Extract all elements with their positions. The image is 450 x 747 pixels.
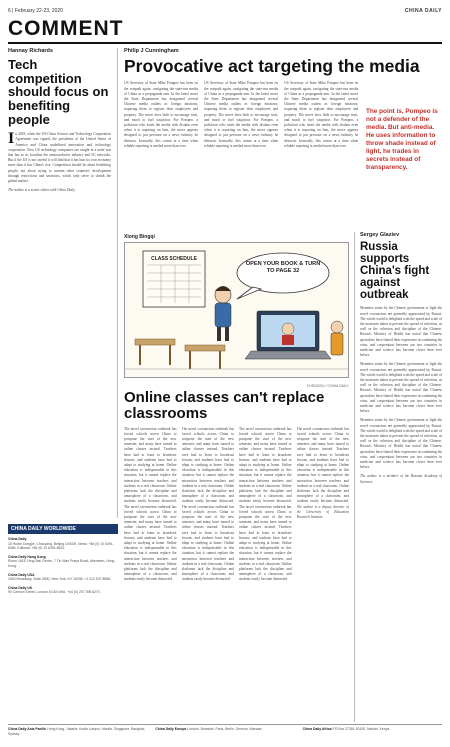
footer-title: CHINA DAILY WORLDWIDE bbox=[8, 524, 118, 534]
student-figure bbox=[331, 321, 343, 355]
online-article-body-cont: The novel coronavirus outbreak has forced schools across China to postpone the start of the new semester, and many have turned to online classes instead. Teachers have had to learn to broadcast lessons, and students have had to adapt to studying at home. Online education is indispensable in this situation, but it cannot replace the interaction between teachers and students in a real classroom. Online platforms lack the discipline and atmosphere of a classroom, and students easily become distracted. The novel coronavirus outbreak has forced schools across China to postpone the start of the new semester, and many have turned to online classes instead. Teachers have had to learn to broadcast lessons, and students have had to adapt to studying at home. Online education is indispensable in this situation, but it cannot replace the interaction between teachers and students in a real classroom. Online platforms lack the discipline and atmosphere of a classroom, and students easily become distracted. bbox=[181, 426, 234, 582]
right-article-body-cont-2: Members states by the Chinese government to fight the novel coronavirus are generally appreciated by Russia. The whole world is delighted with the speed and scale of the measures taken to prevent the spread of infection, as well as the cohesion and discipline of the Chinese. Russia's Ministry of Health has noted that Chinese specialists have shared their experience in combating the virus, and cooperation between our two countries in medicine and science has become closer than ever before. bbox=[360, 418, 442, 470]
teacher-figure bbox=[215, 286, 231, 341]
main-article-author: Philip J Cunningham bbox=[124, 48, 179, 54]
main-article bbox=[124, 48, 442, 230]
online-article-body: The novel coronavirus outbreak has forced schools across China to postpone the start of the new semester, and many have turned to online classes instead. Teachers have had to learn to broadcast lessons, and students have had to adapt to studying at home. Online education is indispensable in this situation, but it cannot replace the interaction between teachers and students in a real classroom. Online platforms lack the discipline and atmosphere of a classroom, and students easily become distracted. The novel coronavirus outbreak has forced schools across China to postpone the start of the new semester, and many have turned to online classes instead. Teachers have had to learn to broadcast lessons, and students have had to adapt to studying at home. Online education is indispensable in this situation, but it cannot replace the interaction between teachers and students in a real classroom. Online platforms lack the discipline and atmosphere of a classroom, and students easily become distracted. bbox=[124, 426, 177, 582]
footer-office-europe: China Daily Europe London, Brussels, Paris, Berlin, Geneva, Warsaw. bbox=[155, 727, 263, 731]
section-divider bbox=[8, 42, 442, 44]
right-article-body-cont: Members states by the Chinese government to fight the novel coronavirus are generally appreciated by Russia. The whole world is delighted with the speed and scale of the measures taken to prevent the spread of infection, as well as the cohesion and discipline of the Chinese. Russia's Ministry of Health has noted that Chinese specialists have shared their experience in combating the virus, and cooperation between our two countries in medicine and science has become closer than ever before. bbox=[360, 362, 442, 414]
paper-name: CHINA DAILY bbox=[404, 8, 442, 14]
left-article-footnote: The author is a senior editor with China Daily. bbox=[8, 188, 76, 193]
cartoon-illustration bbox=[124, 242, 349, 378]
page-info: 6 | February 22-23, 2020 bbox=[8, 8, 63, 14]
main-article-headline: Provocative act targeting the media bbox=[124, 56, 420, 76]
footer-office-hongkong: China Daily Hong Kong Room 1818, Hing Wai Centre, 7 Tin Wan Praya Road, Aberdeen, Hong Kong. bbox=[8, 554, 115, 568]
pull-quote: The point is, Pompeo is not a defender of the media. But anti-media. He uses information to throw shade instead of light, he trades in secrets instead of transparency. bbox=[364, 106, 442, 174]
top-bar bbox=[8, 6, 442, 16]
main-article-body: US Secretary of State Mike Pompeo has been on the warpath again, castigating the state-run media of China as a propaganda arm. In the latest move the State Department has designated several Chinese media outlets as foreign missions, requiring them to register their employees and property. The move does little to encourage trust, and much to fuel suspicion. For Pompeo, a politician who treats the media with disdain even when it is reporting on him, the move appears designed to put pressure on a news industry he distrusts. Ironically, this comes at a time when reliable reporting is needed more than ever. bbox=[124, 81, 199, 148]
cartoon bbox=[124, 234, 349, 388]
desk-1 bbox=[135, 339, 175, 345]
cartoon-credit: Xiong Bingqi bbox=[124, 234, 155, 240]
footer-bottom-strip bbox=[8, 724, 442, 744]
right-article-author: Sergey Glaziev bbox=[360, 232, 400, 238]
online-article bbox=[124, 390, 349, 720]
right-article-footnote: The author is a member of the Russian Academy of Sciences. bbox=[360, 474, 442, 484]
footer-office-uk: China Daily UK 90 Cannon Street, London EC4N 6HA. +44 (0) 207 398 8270. bbox=[8, 585, 101, 595]
footer-office-usa: China Daily USA 1500 Broadway, Suite 2800, New York, NY 10036. +1 212 537 8888. bbox=[8, 572, 111, 582]
left-article bbox=[8, 48, 118, 518]
online-article-columns bbox=[124, 427, 349, 721]
footer-office-africa: China Daily Africa PO Box 27281-00100, Nairobi, Kenya. bbox=[302, 727, 391, 731]
left-article-body: In 2018, when the US-China Science and Technology Cooperation Agreement was signed, the presidents of the United States of America and China underlined innovation and technology cooperation. Now US technology companies are caught in a trade war that has as its frontline the semiconductor industry and 5G networks. But if the US is not careful it will find that it has hurt its own economy more than it has China's rise. Competition should be about benefiting people, not about trying to contain other countries' development through restrictions and sanctions, which only serve to shrink the global market. bbox=[8, 130, 111, 184]
footer-office-asia: China Daily Asia Pacific Hong Kong, Jakarta, Kuala Lumpur, Manila, Singapore, Bangkok, Sydney. bbox=[8, 727, 146, 736]
schedule-title: CLASS SCHEDULE bbox=[151, 256, 197, 262]
speech-text: OPEN YOUR BOOK & TURN TO PAGE 32 bbox=[245, 261, 321, 274]
main-article-body-cont-2: US Secretary of State Mike Pompeo has been on the warpath again, castigating the state-run media of China as a propaganda arm. In the latest move the State Department has designated several Chinese media outlets as foreign missions, requiring them to register their employees and property. The move does little to encourage trust, and much to fuel suspicion. For Pompeo, a politician who treats the media with disdain even when it is reporting on him, the move appears designed to put pressure on a news industry he distrusts. Ironically, this comes at a time when reliable reporting is needed more than ever. bbox=[284, 81, 359, 148]
laptop bbox=[245, 311, 331, 359]
section-title: COMMENT bbox=[8, 17, 124, 40]
cartoon-caption: CHENGDU / CHINA DAILY bbox=[306, 384, 349, 388]
online-article-body-cont-3: The novel coronavirus outbreak has forced schools across China to postpone the start of the new semester, and many have turned to online classes instead. Teachers have had to learn to broadcast lessons, and students have had to adapt to studying at home. Online education is indispensable in this situation, but it cannot replace the interaction between teachers and students in a real classroom. Online platforms lack the discipline and atmosphere of a classroom, and students easily become distracted. The author is a deputy director of the University of Education Research Institute. bbox=[296, 426, 349, 519]
speech-bubble bbox=[237, 253, 329, 299]
main-article-body-cont: US Secretary of State Mike Pompeo has been on the warpath again, castigating the state-run media of China as a propaganda arm. In the latest move the State Department has designated several Chinese media outlets as foreign missions, requiring them to register their employees and property. The move does little to encourage trust, and much to fuel suspicion. For Pompeo, a politician who treats the media with disdain even when it is reporting on him, the move appears designed to put pressure on a news industry he distrusts. Ironically, this comes at a time when reliable reporting is needed more than ever. bbox=[204, 81, 279, 148]
right-article-body: Members states by the Chinese government to fight the novel coronavirus are generally appreciated by Russia. The whole world is delighted with the speed and scale of the measures taken to prevent the spread of infection, as well as the cohesion and discipline of the Chinese. Russia's Ministry of Health has noted that Chinese specialists have shared their experience in combating the virus, and cooperation between our two countries in medicine and science has become closer than ever before. bbox=[360, 306, 442, 358]
online-article-body-cont-2: The novel coronavirus outbreak has forced schools across China to postpone the start of the new semester, and many have turned to online classes instead. Teachers have had to learn to broadcast lessons, and students have had to adapt to studying at home. Online education is indispensable in this situation, but it cannot replace the interaction between teachers and students in a real classroom. Online platforms lack the discipline and atmosphere of a classroom, and students easily become distracted. The novel coronavirus outbreak has forced schools across China to postpone the start of the new semester, and many have turned to online classes instead. Teachers have had to learn to broadcast lessons, and students have had to adapt to studying at home. Online education is indispensable in this situation, but it cannot replace the interaction between teachers and students in a real classroom. Online platforms lack the discipline and atmosphere of a classroom, and students easily become distracted. bbox=[239, 426, 292, 582]
footer-worldwide bbox=[8, 524, 118, 724]
footer-office-beijing: China Daily 15 Huixin Dongjie, Chaoyang, Beijing 100029. News: +86 (0) 10 6491-8366. Editorial: +86 (0) 10 6491-8631. bbox=[8, 537, 114, 551]
online-article-headline: Online classes can't replace classrooms bbox=[124, 390, 325, 422]
left-article-author: Hannay Richards bbox=[8, 48, 53, 54]
right-article bbox=[354, 232, 442, 722]
cartoon-drawing bbox=[125, 243, 349, 378]
desk-2 bbox=[185, 345, 225, 351]
right-article-headline: Russia supports China's fight against outbreak bbox=[360, 241, 430, 302]
left-article-headline: Tech competition should focus on benefiting people bbox=[8, 57, 109, 127]
drop-cap: I bbox=[8, 130, 15, 148]
